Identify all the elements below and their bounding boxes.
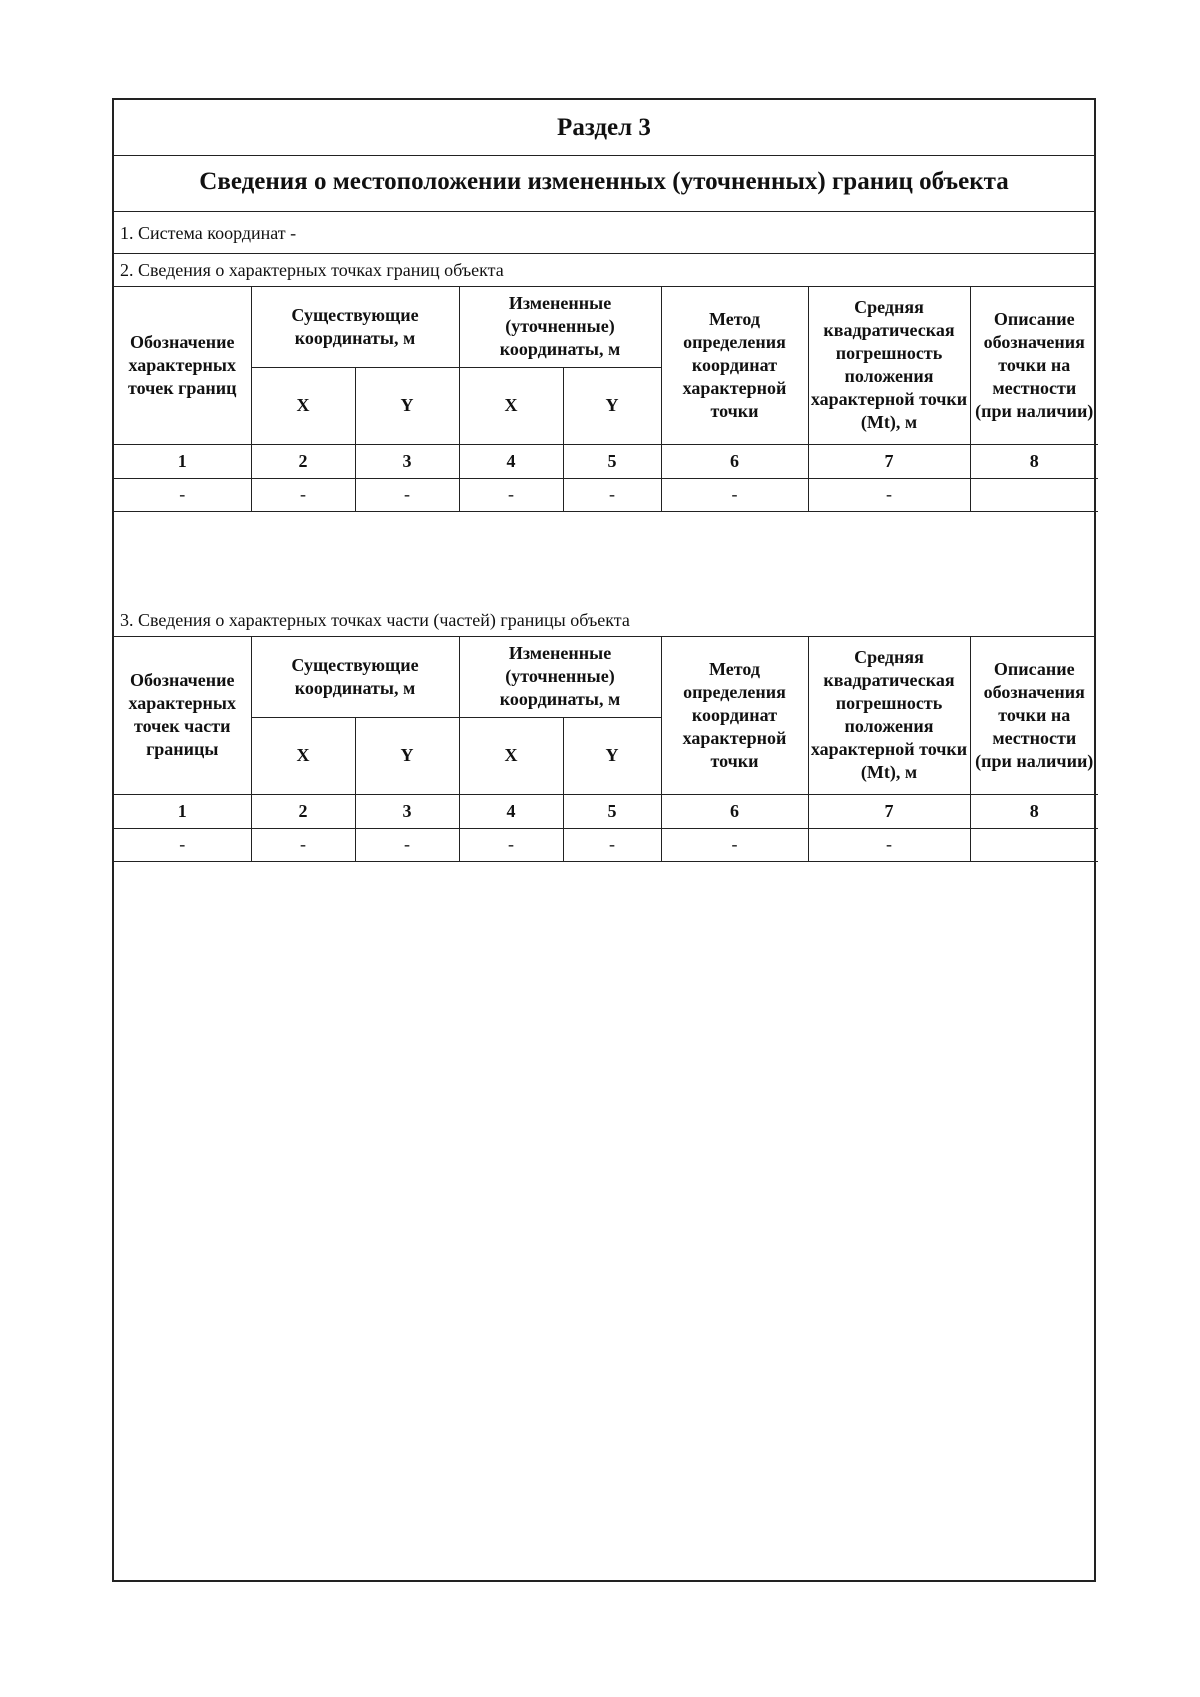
column-number: 4 bbox=[459, 794, 563, 828]
table-cell: - bbox=[563, 828, 661, 861]
header-existing-x: X bbox=[251, 717, 355, 794]
table-cell: - bbox=[114, 828, 251, 861]
document-title: Сведения о местоположении измененных (уточненных) границ объекта bbox=[114, 156, 1094, 212]
column-number: 7 bbox=[808, 444, 970, 478]
column-number: 7 bbox=[808, 794, 970, 828]
header-mean-error: Средняя квадратическая погрешность положения характерной точки (Mt), м bbox=[808, 637, 970, 794]
table-cell: - bbox=[251, 478, 355, 511]
table-cell: - bbox=[808, 828, 970, 861]
table-row bbox=[114, 478, 1098, 511]
header-changed-y: Y bbox=[563, 717, 661, 794]
header-changed-coordinates: Измененные (уточненные) координаты, м bbox=[459, 637, 661, 717]
table-cell bbox=[970, 828, 1098, 861]
column-numbers-row bbox=[114, 794, 1098, 828]
column-numbers-row bbox=[114, 444, 1098, 478]
header-description: Описание обозначения точки на местности (при наличии) bbox=[970, 637, 1098, 794]
column-number: 3 bbox=[355, 794, 459, 828]
boundary-part-points-table bbox=[114, 637, 1098, 862]
column-number: 3 bbox=[355, 444, 459, 478]
section-heading: Раздел 3 bbox=[114, 100, 1094, 156]
column-number: 4 bbox=[459, 444, 563, 478]
column-number: 5 bbox=[563, 794, 661, 828]
header-changed-y: Y bbox=[563, 367, 661, 444]
column-number: 5 bbox=[563, 444, 661, 478]
header-existing-y: Y bbox=[355, 717, 459, 794]
table-cell: - bbox=[563, 478, 661, 511]
header-changed-x: X bbox=[459, 367, 563, 444]
column-number: 6 bbox=[661, 444, 808, 478]
column-number: 6 bbox=[661, 794, 808, 828]
header-changed-coordinates: Измененные (уточненные) координаты, м bbox=[459, 287, 661, 367]
header-changed-x: X bbox=[459, 717, 563, 794]
table-cell: - bbox=[661, 478, 808, 511]
points-table-caption: 2. Сведения о характерных точках границ объекта bbox=[114, 254, 1094, 287]
table-cell: - bbox=[355, 828, 459, 861]
table-cell: - bbox=[661, 828, 808, 861]
column-number: 8 bbox=[970, 794, 1098, 828]
column-number: 1 bbox=[114, 794, 251, 828]
header-designation: Обозначение характерных точек части границы bbox=[114, 637, 251, 794]
header-designation: Обозначение характерных точек границ bbox=[114, 287, 251, 444]
table-cell: - bbox=[355, 478, 459, 511]
header-existing-coordinates: Существующие координаты, м bbox=[251, 637, 459, 717]
column-number: 8 bbox=[970, 444, 1098, 478]
parts-table-caption: 3. Сведения о характерных точках части (частей) границы объекта bbox=[114, 604, 1094, 637]
table-cell bbox=[970, 478, 1098, 511]
table-cell: - bbox=[251, 828, 355, 861]
table-cell: - bbox=[114, 478, 251, 511]
column-number: 2 bbox=[251, 444, 355, 478]
column-number: 2 bbox=[251, 794, 355, 828]
header-mean-error: Средняя квадратическая погрешность положения характерной точки (Mt), м bbox=[808, 287, 970, 444]
coordinate-system-line: 1. Система координат - bbox=[114, 212, 1094, 254]
table-row bbox=[114, 828, 1098, 861]
column-number: 1 bbox=[114, 444, 251, 478]
header-method: Метод определения координат характерной точки bbox=[661, 287, 808, 444]
header-existing-coordinates: Существующие координаты, м bbox=[251, 287, 459, 367]
header-existing-x: X bbox=[251, 367, 355, 444]
document-frame bbox=[112, 98, 1096, 1582]
table-cell: - bbox=[808, 478, 970, 511]
table-cell: - bbox=[459, 478, 563, 511]
boundary-points-table bbox=[114, 287, 1098, 512]
header-description: Описание обозначения точки на местности (при наличии) bbox=[970, 287, 1098, 444]
header-method: Метод определения координат характерной точки bbox=[661, 637, 808, 794]
header-existing-y: Y bbox=[355, 367, 459, 444]
table-cell: - bbox=[459, 828, 563, 861]
